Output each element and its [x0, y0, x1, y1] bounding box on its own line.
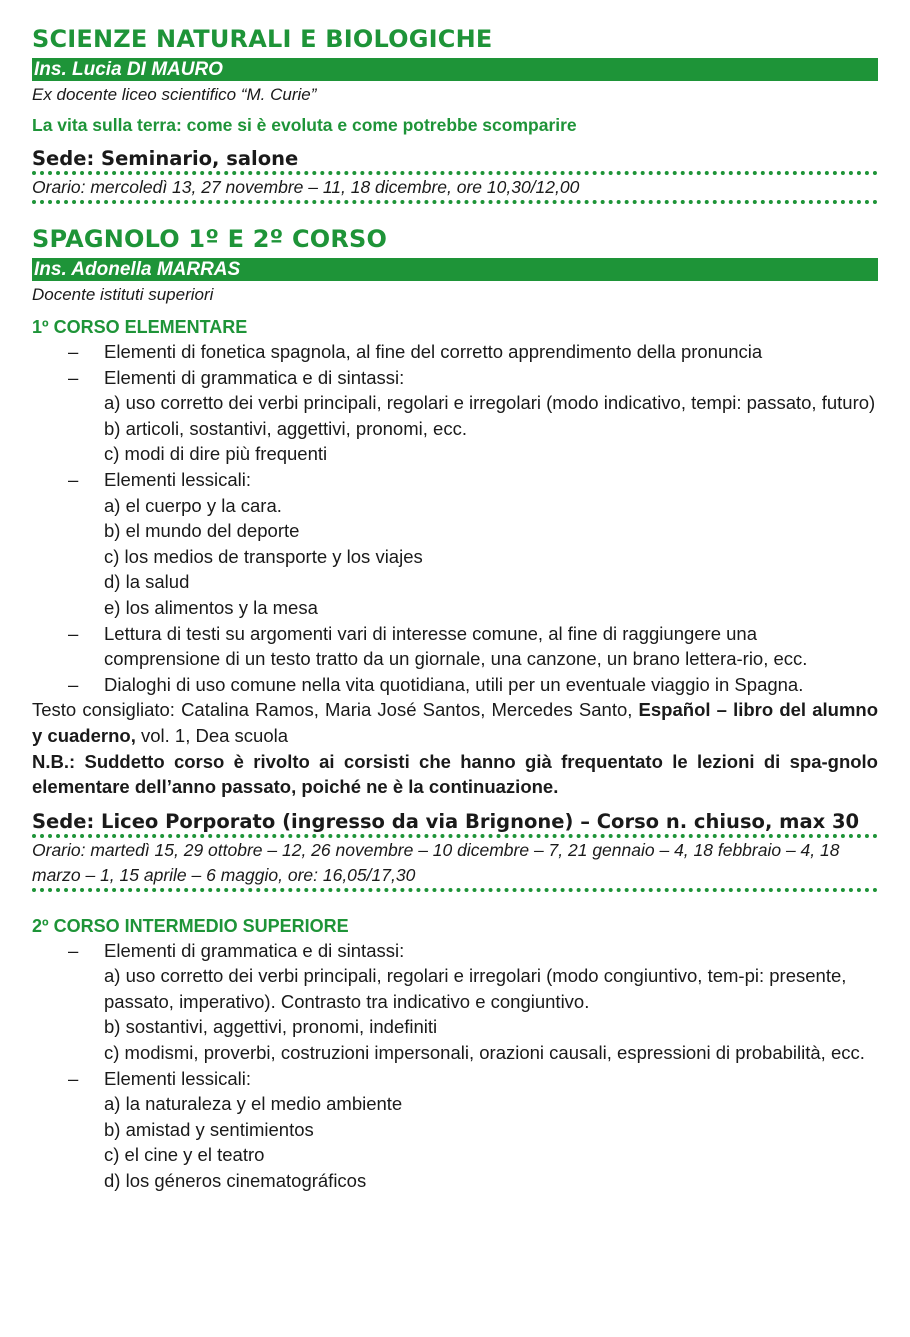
sub-item: d) los géneros cinematográficos — [104, 1170, 367, 1192]
orario-spagnolo: Orario: martedì 15, 29 ottobre – 12, 26 novembre – 10 dicembre – 7, 21 gennaio – 4, 18 febbraio – 4, 18 marzo – 1, 15 aprile – 6 maggio, ore: 16,05/17,30 — [32, 839, 840, 885]
dash-bullet: – — [68, 468, 79, 490]
sub-item: b) amistad y sentimientos — [104, 1118, 314, 1140]
section-title-spagnolo: SPAGNOLO 1º E 2º CORSO — [32, 225, 388, 253]
list-item — [32, 467, 878, 621]
list-item-text: Dialoghi di uso comune nella vita quotidiana, utili per un eventuale viaggio in Spagna. — [104, 673, 804, 695]
list-item-text: Elementi lessicali: — [104, 468, 252, 490]
corso1-heading: 1º CORSO ELEMENTARE — [32, 317, 248, 337]
sub-item: a) uso corretto dei verbi principali, regolari e irregolari (modo congiuntivo, tem-pi: presente, passato, imperativo). Contrasto tra indicativo e congiuntivo. — [104, 965, 847, 1012]
list-item — [32, 365, 878, 467]
dotted-divider — [32, 888, 878, 892]
dash-bullet: – — [68, 939, 79, 961]
sub-item: a) la naturaleza y el medio ambiente — [104, 1093, 403, 1115]
dash-bullet: – — [68, 622, 79, 644]
list-item-text: Elementi di grammatica e di sintassi: — [104, 939, 405, 961]
sub-item: a) el cuerpo y la cara. — [104, 494, 282, 516]
sede-scienze: Sede: Seminario, salone — [32, 147, 299, 170]
teacher-bar-scienze: Ins. Lucia DI MAURO — [32, 58, 878, 81]
sede-spagnolo: Sede: Liceo Porporato (ingresso da via Brignone) – Corso n. chiuso, max 30 — [32, 809, 860, 833]
dash-bullet: – — [68, 1067, 79, 1089]
list-item — [32, 1066, 878, 1194]
dash-bullet: – — [68, 366, 79, 388]
corso2-heading: 2º CORSO INTERMEDIO SUPERIORE — [32, 915, 349, 936]
testo-suffix: vol. 1, Dea scuola — [135, 724, 289, 746]
list-item — [32, 339, 878, 365]
corso1-list — [32, 339, 878, 697]
list-item-text: Elementi lessicali: — [104, 1067, 252, 1089]
nb-note: N.B.: Suddetto corso è rivolto ai corsisti che hanno già frequentato le lezioni di spa-gnolo elementare dell’anno passato, poiché ne è la continuazione. — [32, 750, 878, 798]
sub-item: b) sostantivi, aggettivi, pronomi, indefiniti — [104, 1016, 438, 1038]
course-title-scienze: La vita sulla terra: come si è evoluta e come potrebbe scomparire — [32, 115, 577, 135]
list-item — [32, 938, 878, 1066]
list-item — [32, 672, 878, 698]
sub-item: d) la salud — [104, 571, 190, 593]
dash-bullet: – — [68, 341, 79, 362]
sub-item: c) modismi, proverbi, costruzioni impersonali, orazioni causali, espressioni di probabilità, ecc. — [104, 1042, 865, 1064]
sub-item: b) articoli, sostantivi, aggettivi, pronomi, ecc. — [104, 417, 467, 439]
sub-item: a) uso corretto dei verbi principali, regolari e irregolari (modo indicativo, tempi: passato, futuro) — [104, 392, 876, 414]
list-item-text: Lettura di testi su argomenti vari di interesse comune, al fine di raggiungere una comprensione di un testo tratto da un giornale, una canzone, un brano lettera-rio, ecc. — [104, 622, 808, 670]
teacher-role-scienze: Ex docente liceo scientifico “M. Curie” — [32, 85, 317, 104]
orario-scienze: Orario: mercoledì 13, 27 novembre – 11, 18 dicembre, ore 10,30/12,00 — [32, 177, 580, 197]
list-item-text: Elementi di grammatica e di sintassi: — [104, 366, 405, 388]
sub-item: b) el mundo del deporte — [104, 520, 300, 542]
sub-item: c) el cine y el teatro — [104, 1144, 265, 1166]
teacher-role-spagnolo: Docente istituti superiori — [32, 285, 214, 304]
testo-consigliato — [32, 697, 878, 748]
sub-item: c) los medios de transporte y los viajes — [104, 545, 423, 567]
sub-item: e) los alimentos y la mesa — [104, 596, 318, 618]
list-item-text: Elementi di fonetica spagnola, al fine del corretto apprendimento della pronuncia — [104, 341, 763, 362]
corso2-list — [32, 938, 878, 1194]
testo-prefix: Testo consigliato: Catalina Ramos, Maria José Santos, Mercedes Santo, — [32, 699, 639, 721]
teacher-bar-spagnolo: Ins. Adonella MARRAS — [32, 258, 878, 281]
section-title-scienze: SCIENZE NATURALI E BIOLOGICHE — [32, 25, 493, 53]
testo-title: Español – libro del alumno y cuaderno, — [32, 699, 878, 746]
sub-item: c) modi di dire più frequenti — [104, 443, 328, 465]
dash-bullet: – — [68, 673, 79, 695]
list-item — [32, 621, 878, 672]
